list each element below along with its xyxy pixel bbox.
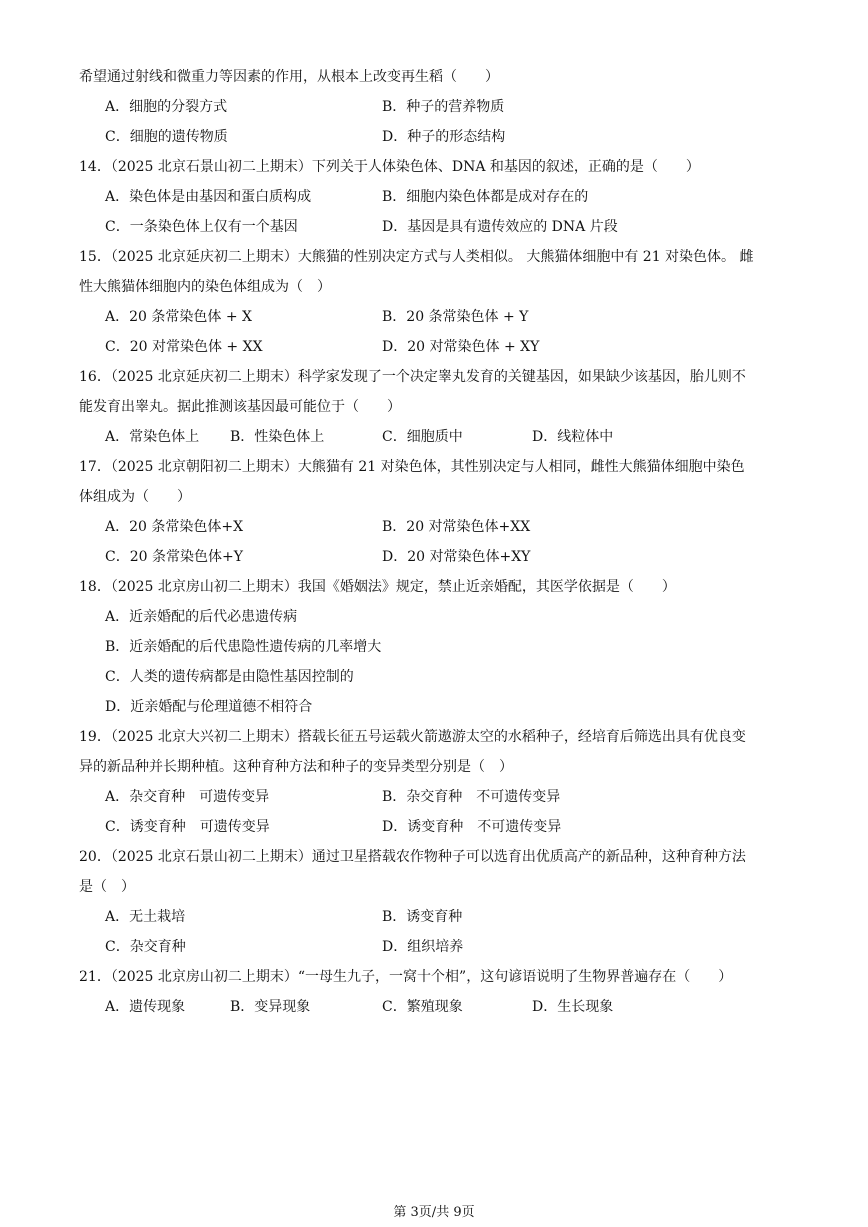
option-c[interactable]: C．20 条常染色体+Y xyxy=(105,549,243,565)
option-b[interactable]: B．20 条常染色体 + Y xyxy=(382,309,529,325)
question-15-stem-line-1: 15．（2025 北京延庆初二上期末）大熊猫的性别决定方式与人类相似。 大熊猫体细胞中有 21 对染色体。 雌 xyxy=(79,249,754,265)
option-d[interactable]: D．20 对常染色体 + XY xyxy=(382,339,540,355)
option-c[interactable]: C．诱变育种 可遗传变异 xyxy=(105,819,270,835)
option-d[interactable]: D．种子的形态结构 xyxy=(382,129,506,145)
question-16-stem-line-1: 16．（2025 北京延庆初二上期末）科学家发现了一个决定睾丸发育的关键基因，如果缺少该基因，胎儿则不 xyxy=(79,369,746,385)
option-b[interactable]: B．杂交育种 不可遗传变异 xyxy=(382,789,561,805)
option-a[interactable]: A．染色体是由基因和蛋白质构成 xyxy=(105,189,312,205)
question-21-stem: 21．（2025 北京房山初二上期末）“一母生九子，一窝十个相”，这句谚语说明了生物界普遍存在（ ） xyxy=(79,969,733,985)
option-a[interactable]: A．杂交育种 可遗传变异 xyxy=(105,789,270,805)
question-19-options-row-1 xyxy=(79,782,791,812)
option-c[interactable]: C．繁殖现象 xyxy=(382,999,463,1015)
question-16-options-row xyxy=(79,422,791,452)
option-a[interactable]: A．20 条常染色体 + X xyxy=(105,309,252,325)
option-c[interactable]: C．细胞的遗传物质 xyxy=(105,129,228,145)
option-a[interactable]: A．细胞的分裂方式 xyxy=(105,99,228,115)
option-c[interactable]: C．20 对常染色体 + XX xyxy=(105,339,263,355)
page-number: 第 3页/共 9页 xyxy=(393,1205,475,1220)
option-b[interactable]: B．种子的营养物质 xyxy=(382,99,505,115)
question-19-stem-line-2: 异的新品种并长期种植。这种育种方法和种子的变异类型分别是（ ） xyxy=(79,759,513,775)
option-c[interactable]: C．人类的遗传病都是由隐性基因控制的 xyxy=(105,669,354,685)
question-15-stem-line-2: 性大熊猫体细胞内的染色体组成为（ ） xyxy=(79,279,331,295)
question-20-stem-line-1: 20．（2025 北京石景山初二上期末）通过卫星搭载农作物种子可以选育出优质高产的新品种，这种育种方法 xyxy=(79,849,746,865)
question-17-options-row-2 xyxy=(79,542,791,572)
question-20-stem-line-2: 是（ ） xyxy=(79,879,135,895)
option-b[interactable]: B．性染色体上 xyxy=(230,429,325,445)
question-list xyxy=(79,62,791,1022)
question-13-stem-continued: 希望通过射线和微重力等因素的作用，从根本上改变再生稻（ ） xyxy=(79,69,499,85)
option-d[interactable]: D．诱变育种 不可遗传变异 xyxy=(382,819,562,835)
question-21-options-row xyxy=(79,992,791,1022)
question-14-options-row-2 xyxy=(79,212,791,242)
option-c[interactable]: C．杂交育种 xyxy=(105,939,186,955)
option-d[interactable]: D．生长现象 xyxy=(532,999,614,1015)
question-19-options-row-2 xyxy=(79,812,791,842)
question-13-options-row-2 xyxy=(79,122,791,152)
question-15-options-row-1 xyxy=(79,302,791,332)
question-17-stem-line-2: 体组成为（ ） xyxy=(79,489,191,505)
option-d[interactable]: D．近亲婚配与伦理道德不相符合 xyxy=(105,699,313,715)
option-c[interactable]: C．一条染色体上仅有一个基因 xyxy=(105,219,298,235)
question-16-stem-line-2: 能发育出睾丸。据此推测该基因最可能位于（ ） xyxy=(79,399,401,415)
option-b[interactable]: B．细胞内染色体都是成对存在的 xyxy=(382,189,589,205)
question-18-stem: 18．（2025 北京房山初二上期末）我国《婚姻法》规定，禁止近亲婚配，其医学依据是（ ） xyxy=(79,579,676,595)
option-c[interactable]: C．细胞质中 xyxy=(382,429,463,445)
question-13-options-row-1 xyxy=(79,92,791,122)
option-a[interactable]: A．20 条常染色体+X xyxy=(105,519,244,535)
question-20-options-row-1 xyxy=(79,902,791,932)
question-15-options-row-2 xyxy=(79,332,791,362)
option-b[interactable]: B．近亲婚配的后代患隐性遗传病的几率增大 xyxy=(105,639,382,655)
option-b[interactable]: B．20 对常染色体+XX xyxy=(382,519,531,535)
option-d[interactable]: D．组织培养 xyxy=(382,939,464,955)
option-d[interactable]: D．线粒体中 xyxy=(532,429,614,445)
question-19-stem-line-1: 19．（2025 北京大兴初二上期末）搭载长征五号运载火箭遨游太空的水稻种子，经培育后筛选出具有优良变 xyxy=(79,729,746,745)
question-14-options-row-1 xyxy=(79,182,791,212)
option-a[interactable]: A．无土栽培 xyxy=(105,909,186,925)
option-b[interactable]: B．诱变育种 xyxy=(382,909,463,925)
option-b[interactable]: B．变异现象 xyxy=(230,999,311,1015)
option-d[interactable]: D．20 对常染色体+XY xyxy=(382,549,531,565)
question-14-stem: 14．（2025 北京石景山初二上期末）下列关于人体染色体、DNA 和基因的叙述，正确的是（ ） xyxy=(79,159,700,175)
question-20-options-row-2 xyxy=(79,932,791,962)
option-a[interactable]: A．近亲婚配的后代必患遗传病 xyxy=(105,609,298,625)
option-a[interactable]: A．遗传现象 xyxy=(105,999,186,1015)
question-17-options-row-1 xyxy=(79,512,791,542)
option-d[interactable]: D．基因是具有遗传效应的 DNA 片段 xyxy=(382,219,618,235)
option-a[interactable]: A．常染色体上 xyxy=(105,429,200,445)
question-17-stem-line-1: 17．（2025 北京朝阳初二上期末）大熊猫有 21 对染色体，其性别决定与人相同，雌性大熊猫体细胞中染色 xyxy=(79,459,745,475)
